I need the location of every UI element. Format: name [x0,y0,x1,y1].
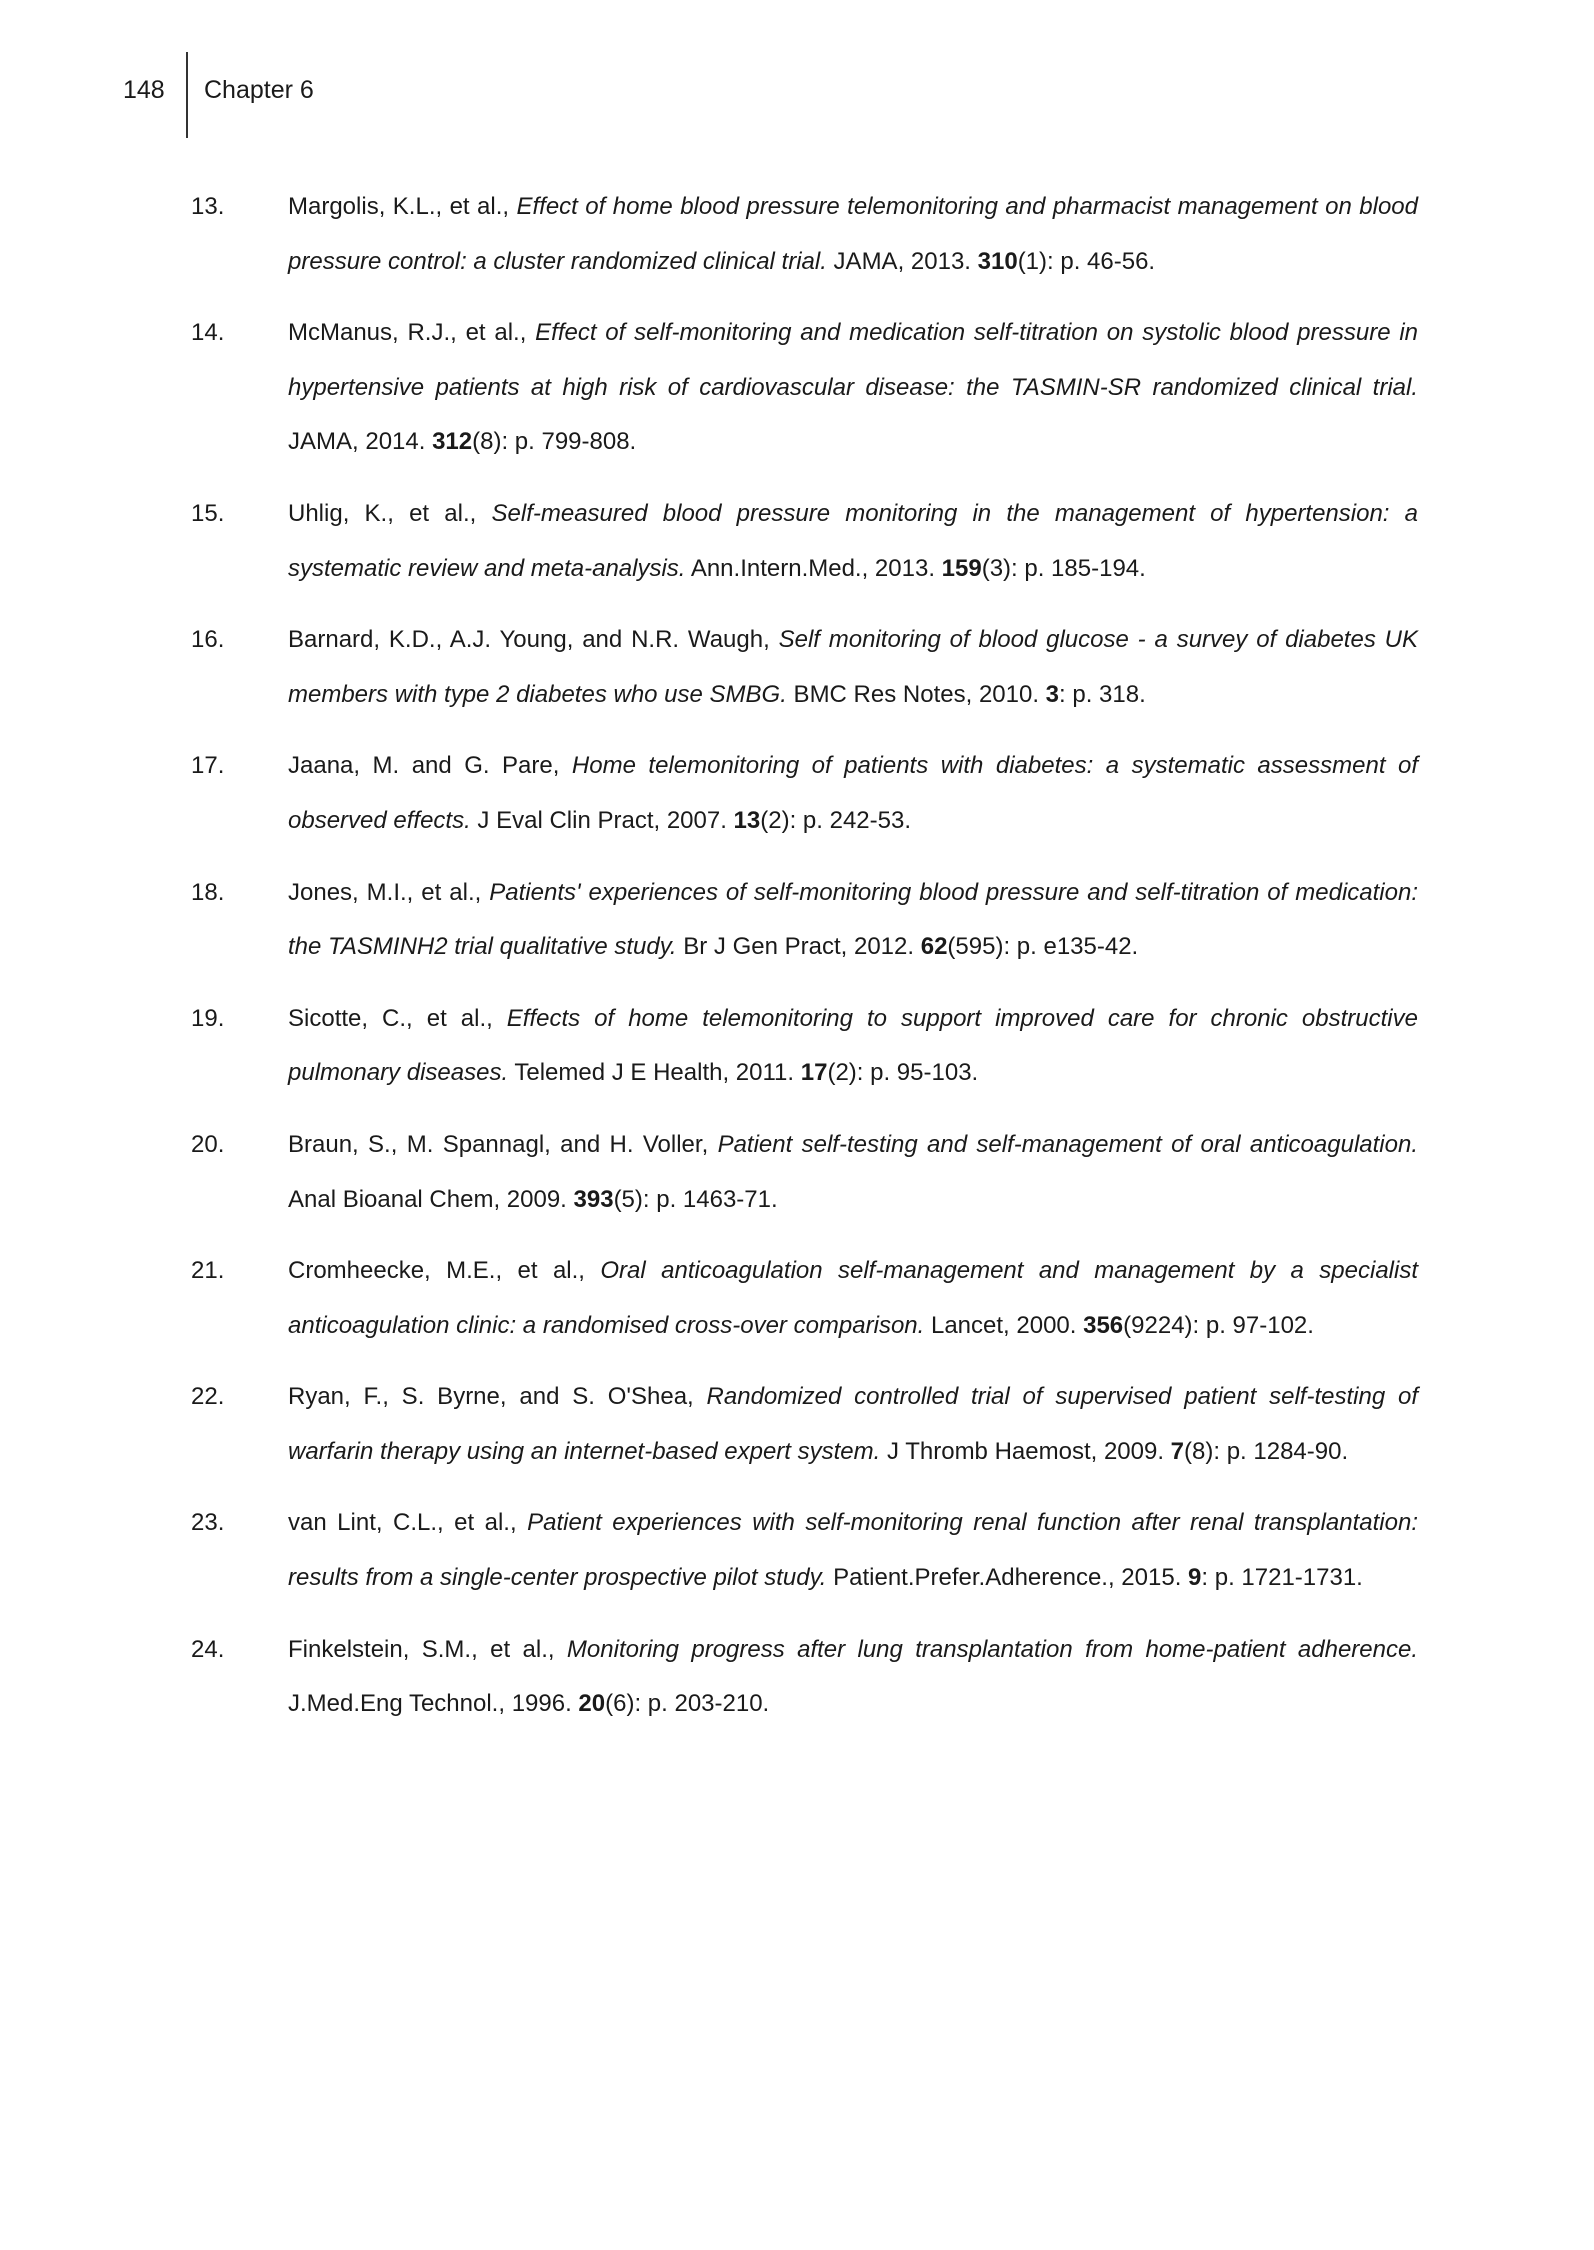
reference-number: 13. [191,193,225,220]
reference-item [191,739,1418,848]
reference-item [191,306,1418,470]
reference-text [288,1118,1418,1227]
reference-list [191,180,1418,1749]
reference-pages: (3): p. 185-194. [981,554,1146,582]
reference-text [288,1623,1418,1732]
reference-title: Effect of home blood pressure telemonitoring and pharmacist management on blood pressure control: a cluster randomized clinical trial. [288,193,1418,275]
reference-title: Patient experiences with self-monitoring renal function after renal transplantation: results from a single-center prospective pilot study. [288,1509,1418,1592]
reference-pages: (595): p. e135-42. [947,933,1139,961]
reference-item [191,992,1418,1101]
reference-volume: 159 [941,554,982,582]
reference-source: Ann.Intern.Med., 2013. [685,554,942,582]
reference-pages: (8): p. 1284-90. [1184,1437,1349,1465]
reference-item [191,1370,1418,1479]
reference-volume: 13 [733,806,761,834]
page-number: 148 [123,76,165,104]
reference-source: Br J Gen Pract, 2012. [676,933,921,961]
reference-number: 18. [191,878,225,906]
reference-item [191,613,1418,722]
header-divider [186,52,188,138]
reference-authors: Cromheecke, M.E., et al., [288,1257,601,1285]
reference-authors: Jones, M.I., et al., [288,878,490,906]
reference-text [288,613,1418,722]
reference-pages: (8): p. 799-808. [472,428,637,456]
reference-text [288,487,1418,596]
reference-item [191,1496,1418,1605]
reference-pages: (6): p. 203-210. [605,1690,770,1718]
reference-pages: : p. 1721-1731. [1201,1564,1363,1592]
reference-authors: McManus, R.J., et al., [288,319,536,347]
reference-authors: Barnard, K.D., A.J. Young, and N.R. Waugh, [288,626,779,654]
reference-pages: (2): p. 242-53. [760,806,911,834]
reference-text [288,1370,1418,1479]
reference-title: Self-measured blood pressure monitoring in the management of hypertension: a systematic review and meta-analysis. [288,499,1419,582]
reference-item [191,1623,1418,1732]
reference-authors: Finkelstein, S.M., et al., [288,1635,567,1663]
reference-number: 23. [191,1509,225,1537]
reference-authors: Braun, S., M. Spannagl, and H. Voller, [288,1130,718,1158]
reference-number: 17. [191,752,225,780]
reference-number: 20. [191,1130,225,1158]
reference-authors: van Lint, C.L., et al., [288,1509,528,1537]
reference-authors: Ryan, F., S. Byrne, and S. O'Shea, [288,1383,707,1411]
reference-pages: (2): p. 95-103. [827,1059,979,1087]
reference-source: Lancet, 2000. [924,1311,1084,1339]
reference-volume: 356 [1083,1311,1124,1339]
reference-title: Oral anticoagulation self-management and management by a specialist anticoagulation clinic: a randomised cross-over comparison. [288,1257,1418,1339]
reference-item [191,866,1418,975]
reference-authors: Uhlig, K., et al., [288,499,492,527]
reference-number: 19. [191,1004,225,1032]
reference-item [191,1118,1418,1227]
reference-title: Randomized controlled trial of supervised patient self-testing of warfarin therapy using an internet-based expert system. [288,1383,1419,1465]
reference-source: JAMA, 2014. [288,428,433,456]
reference-number: 14. [191,319,225,347]
reference-source: Anal Bioanal Chem, 2009. [288,1185,574,1213]
reference-title: Monitoring progress after lung transplantation from home-patient adherence. [566,1635,1418,1663]
reference-source: J Thromb Haemost, 2009. [880,1437,1171,1465]
reference-source: J.Med.Eng Technol., 1996. [288,1690,579,1718]
reference-volume: 7 [1170,1437,1185,1465]
reference-title: Self monitoring of blood glucose - a survey of diabetes UK members with type 2 diabetes who use SMBG. [288,626,1418,708]
reference-volume: 17 [800,1059,828,1087]
reference-number: 24. [191,1635,225,1663]
reference-source: Telemed J E Health, 2011. [508,1059,801,1087]
reference-volume: 20 [578,1690,606,1718]
reference-pages: : p. 318. [1059,680,1146,708]
reference-pages: (9224): p. 97-102. [1123,1311,1314,1339]
reference-title: Patients' experiences of self-monitoring blood pressure and self-titration of medication: the TASMINH2 trial qualitative study. [288,878,1418,961]
reference-title: Effects of home telemonitoring to support improved care for chronic obstructive pulmonary diseases. [288,1004,1418,1087]
reference-title: Patient self-testing and self-management of oral anticoagulation. [717,1130,1418,1158]
reference-authors: Jaana, M. and G. Pare, [288,752,572,780]
chapter-title: Chapter 6 [204,76,314,104]
reference-item [191,180,1418,289]
reference-number: 22. [191,1383,225,1411]
reference-volume: 312 [432,428,473,456]
reference-source: J Eval Clin Pract, 2007. [470,806,734,834]
reference-volume: 3 [1045,680,1060,708]
reference-source: JAMA, 2013. [826,247,978,275]
reference-text [288,1244,1418,1353]
reference-text [288,992,1418,1101]
reference-number: 16. [191,626,225,654]
reference-volume: 393 [573,1185,614,1213]
reference-volume: 9 [1188,1564,1202,1592]
reference-title: Home telemonitoring of patients with diabetes: a systematic assessment of observed effects. [288,752,1418,834]
reference-text [288,866,1418,975]
reference-volume: 310 [977,247,1018,275]
reference-text [288,306,1418,470]
reference-source: BMC Res Notes, 2010. [786,680,1046,708]
reference-pages: (5): p. 1463-71. [613,1185,778,1213]
reference-text [288,1496,1418,1605]
reference-title: Effect of self-monitoring and medication self-titration on systolic blood pressure in hypertensive patients at high risk of cardiovascular disease: the TASMIN-SR randomized clinical trial. [288,319,1419,401]
reference-item [191,487,1418,596]
reference-authors: Sicotte, C., et al., [288,1004,507,1032]
reference-text [288,180,1418,289]
reference-number: 21. [191,1257,225,1285]
reference-number: 15. [191,499,225,527]
reference-volume: 62 [920,933,948,961]
reference-text [288,739,1418,848]
reference-authors: Margolis, K.L., et al., [288,193,517,220]
reference-item [191,1244,1418,1353]
reference-source: Patient.Prefer.Adherence., 2015. [826,1564,1189,1592]
reference-pages: (1): p. 46-56. [1017,247,1156,275]
